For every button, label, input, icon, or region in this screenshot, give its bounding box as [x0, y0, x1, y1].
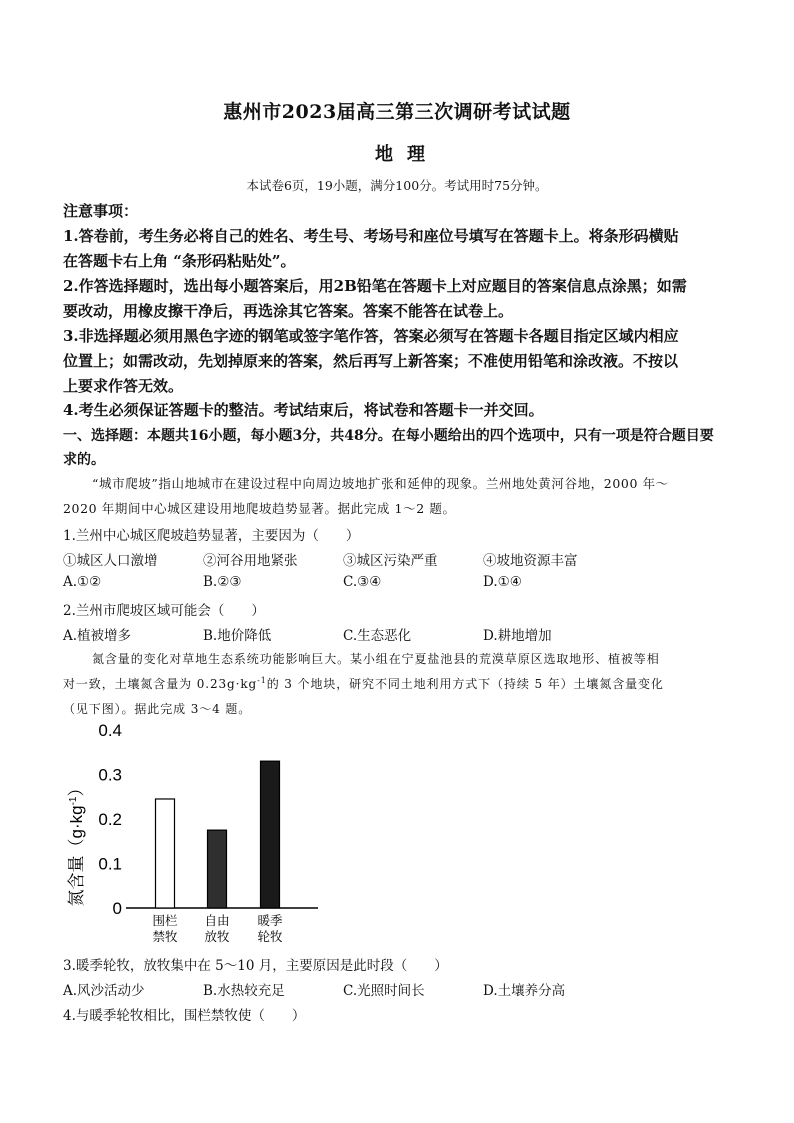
passage-2-text: 的 3 个地块，研究不同土地利用方式下（持续 5 年）土壤氮含量变化 — [266, 677, 664, 691]
q1-item: ③城区污染严重 — [343, 553, 438, 569]
x-tick-label — [257, 913, 283, 944]
q1-option-c: C.③④ — [343, 574, 382, 590]
notes-line: 4.考生必须保证答题卡的整洁。考试结束后，将试卷和答题卡一并交回。 — [63, 401, 544, 419]
q2-option-a: A.植被增多 — [63, 628, 132, 644]
x-tick-label-line: 放牧 — [204, 930, 230, 944]
notes-line: 在答题卡右上角 “条形码粘贴处”。 — [63, 252, 296, 270]
passage-2-line — [63, 675, 664, 692]
bar-group — [156, 761, 280, 908]
q1-item: ①城区人口激增 — [63, 553, 158, 569]
x-tick-label-line: 轮牧 — [257, 930, 283, 944]
notes-line: 位置上；如需改动，先划掉原来的答案，然后再写上新答案；不准使用铅笔和涂改液。不按以 — [63, 352, 679, 370]
q2-option-b: B.地价降低 — [203, 628, 272, 644]
q1-option-a: A.①② — [63, 574, 102, 590]
exam-meta: 本试卷6页，19小题，满分100分。考试用时75分钟。 — [246, 178, 548, 193]
question-4-stem: 4.与暖季轮牧相比，围栏禁牧使（ ） — [63, 1008, 306, 1024]
y-tick-label: 0 — [112, 899, 122, 918]
y-axis-label-sup: -1 — [68, 796, 79, 806]
y-axis-label-unit: （g·kg — [67, 805, 86, 856]
notes-line: 要改动，用橡皮擦干净后，再选涂其它答案。答案不能答在试卷上。 — [63, 302, 514, 320]
subject-title: 地理 — [375, 144, 439, 165]
question-1-stem: 1.兰州中心城区爬坡趋势显著，主要因为（ ） — [63, 528, 360, 544]
passage-2-line: （见下图）。据此完成 3～4 题。 — [63, 702, 252, 716]
x-tick-label-line: 禁牧 — [152, 930, 178, 944]
passage-1-line: “城市爬坡”指山地城市在建设过程中向周边坡地扩张和延伸的现象。兰州地处黄河谷地，2000 年～ — [92, 476, 669, 491]
question-2-stem: 2.兰州市爬坡区域可能会（ ） — [63, 603, 265, 619]
notes-line: 上要求作答无效。 — [63, 377, 184, 395]
exam-title: 惠州市2023届高三第三次调研考试试题 — [223, 101, 571, 123]
y-tick-label: 0.3 — [98, 765, 122, 785]
x-axis-labels — [152, 913, 283, 944]
q3-option-b: B.水热较充足 — [203, 983, 285, 999]
notes-line: 2.作答选择题时，选出每小题答案后，用2B铅笔在答题卡上对应题目的答案信息点涂黑；如需 — [63, 277, 687, 295]
y-axis-label-main: 氮含量 — [67, 855, 86, 907]
passage-2-text: 对一致，土壤氮含量为 0.23g·kg — [63, 677, 258, 691]
y-axis-label-close: ） — [67, 779, 86, 797]
notes-heading: 注意事项： — [63, 202, 139, 220]
q1-item: ④坡地资源丰富 — [483, 553, 578, 569]
bar — [156, 799, 175, 908]
y-tick-label: 0.2 — [98, 810, 122, 829]
question-3-stem: 3.暖季轮牧，放牧集中在 5～10 月，主要原因是此时段（ ） — [63, 958, 448, 974]
notes-line: 3.非选择题必须用黑色字迹的钢笔或签字笔作答，答案必须写在答题卡各题目指定区域内相应 — [63, 327, 679, 345]
section-heading-cont: 求的。 — [63, 452, 105, 468]
q3-option-d: D.土壤养分高 — [483, 983, 566, 999]
bar — [208, 830, 227, 908]
q2-option-d: D.耕地增加 — [483, 628, 552, 644]
passage-2-line: 氮含量的变化对草地生态系统功能影响巨大。某小组在宁夏盐池县的荒漠草原区选取地形、植被等相 — [92, 652, 660, 666]
y-tick-label: 0.1 — [98, 854, 122, 874]
q3-option-c: C.光照时间长 — [343, 983, 425, 999]
x-tick-label — [204, 913, 230, 944]
section-heading: 一、选择题：本题共16小题，每小题3分，共48分。在每小题给出的四个选项中，只有一项是符合题目要 — [63, 428, 714, 444]
q1-item: ②河谷用地紧张 — [203, 553, 298, 569]
x-tick-label-line: 自由 — [204, 914, 230, 928]
x-tick-label — [152, 913, 178, 944]
q1-option-d: D.①④ — [483, 574, 522, 590]
q2-option-c: C.生态恶化 — [343, 628, 412, 644]
bar — [261, 761, 280, 908]
passage-1-line: 2020 年期间中心城区建设用地爬坡趋势显著。据此完成 1～2 题。 — [63, 501, 456, 516]
q3-option-a: A.风沙活动少 — [63, 983, 145, 999]
q1-option-b: B.②③ — [203, 574, 242, 590]
y-tick-label: 0.4 — [98, 721, 122, 740]
y-axis-ticks — [98, 721, 122, 918]
nitrogen-bar-chart — [60, 715, 340, 955]
passage-2-sup: -1 — [257, 676, 267, 685]
x-tick-label-line: 暖季 — [257, 914, 283, 928]
notes-line: 1.答卷前，考生务必将自己的姓名、考生号、考场号和座位号填写在答题卡上。将条形码横贴 — [63, 227, 679, 245]
x-tick-label-line: 围栏 — [152, 914, 178, 928]
y-axis-label — [67, 780, 86, 907]
